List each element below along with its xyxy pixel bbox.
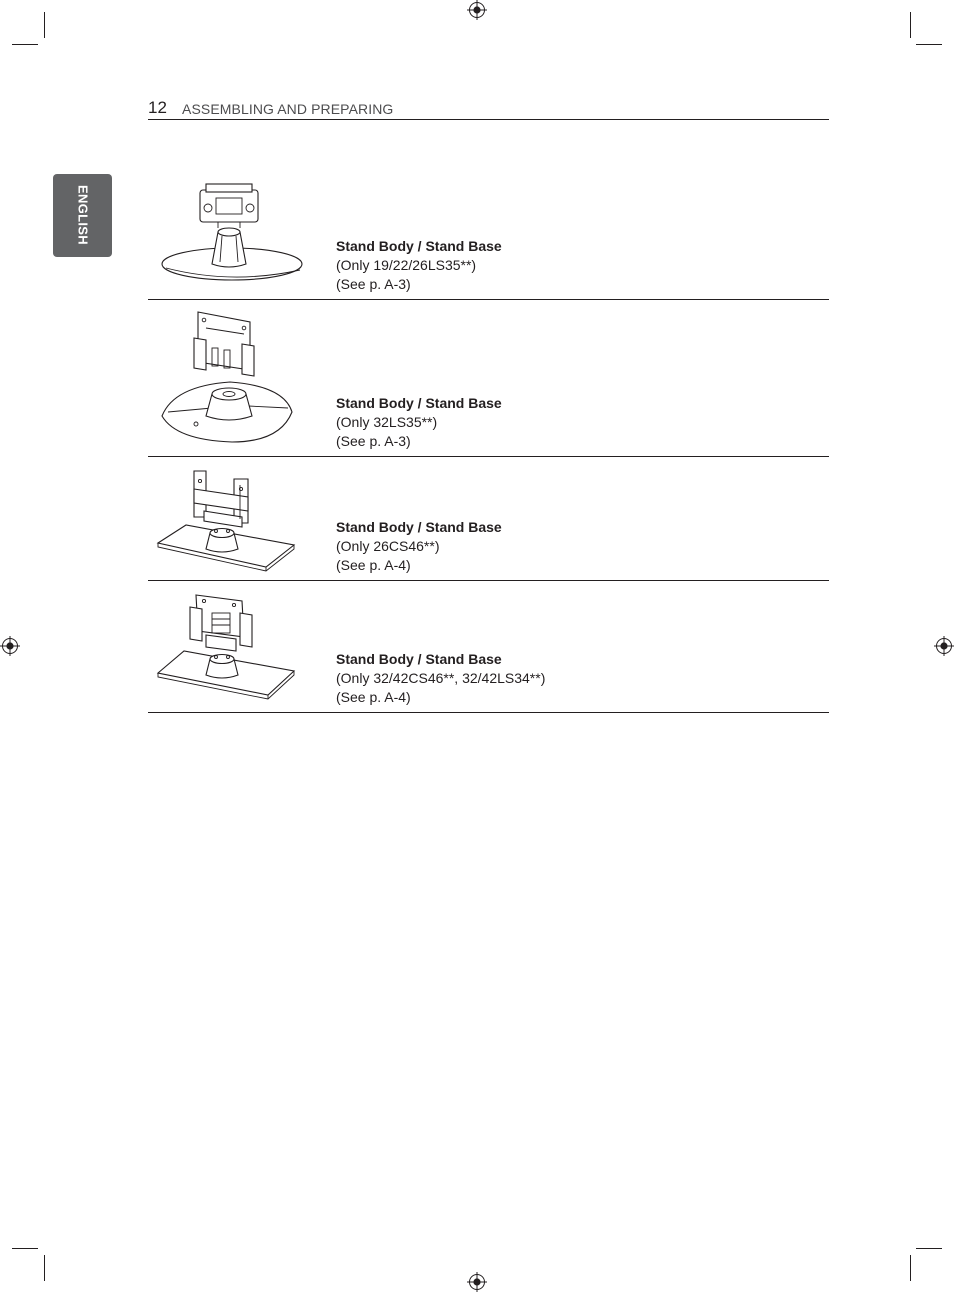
stand-body-base-illustration: [154, 463, 306, 573]
registration-mark-icon: [467, 1272, 487, 1292]
part-description: [336, 394, 502, 451]
part-name: Stand Body / Stand Base: [336, 395, 502, 411]
crop-mark: [44, 1255, 45, 1281]
page-reference: (See p. A-4): [336, 557, 411, 573]
crop-mark: [910, 12, 911, 38]
model-list: (Only 19/22/26LS35**): [336, 257, 477, 273]
part-description: [336, 237, 502, 294]
crop-mark: [910, 1255, 911, 1281]
parts-row: [148, 300, 829, 457]
page-number: 12: [148, 98, 167, 117]
stand-body-base-illustration: [154, 308, 306, 446]
part-description: [336, 518, 502, 575]
registration-mark-icon: [934, 636, 954, 656]
stand-body-base-illustration: [154, 182, 306, 284]
registration-mark-icon: [0, 636, 20, 656]
language-tab: [53, 174, 112, 257]
part-description: [336, 650, 545, 707]
parts-row: [148, 178, 829, 300]
section-title: ASSEMBLING AND PREPARING: [182, 101, 394, 117]
model-list: (Only 26CS46**): [336, 538, 440, 554]
crop-mark: [44, 12, 45, 38]
part-name: Stand Body / Stand Base: [336, 651, 502, 667]
part-name: Stand Body / Stand Base: [336, 519, 502, 535]
crop-mark: [12, 1248, 38, 1249]
stand-body-base-illustration: [154, 593, 306, 705]
crop-mark: [12, 44, 38, 45]
model-list: (Only 32/42CS46**, 32/42LS34**): [336, 670, 546, 686]
crop-mark: [916, 1248, 942, 1249]
page-reference: (See p. A-3): [336, 276, 411, 292]
model-list: (Only 32LS35**): [336, 414, 438, 430]
parts-row: [148, 457, 829, 581]
page-reference: (See p. A-3): [336, 433, 411, 449]
page-header: [148, 98, 829, 120]
parts-row: [148, 581, 829, 713]
page-reference: (See p. A-4): [336, 689, 411, 705]
part-name: Stand Body / Stand Base: [336, 238, 502, 254]
crop-mark: [916, 44, 942, 45]
language-label: ENGLISH: [75, 185, 91, 245]
registration-mark-icon: [467, 0, 487, 20]
